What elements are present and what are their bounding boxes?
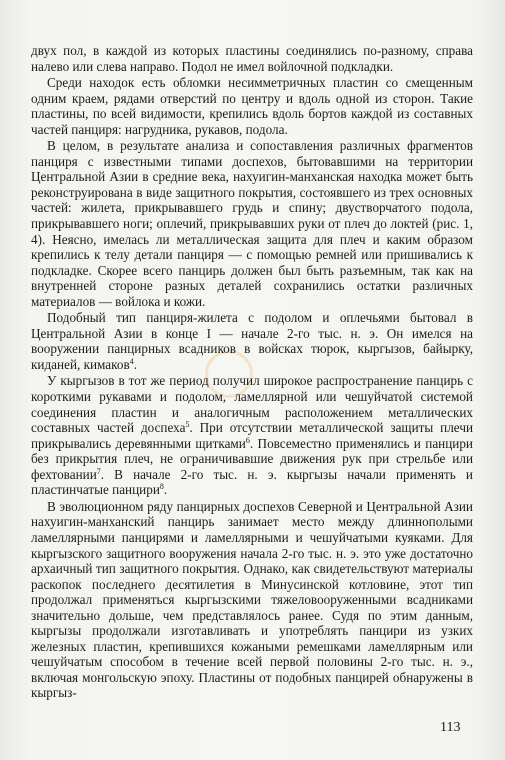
paragraph-text: .: [133, 356, 138, 372]
paragraph-text: У кыргызов в тот же период получил широкое распространение панцирь с короткими рукавами и подолом, ламеллярной или чешуйчатой системой соединения пластин и аналогичным расположением металлических составных частей доспеха: [31, 373, 473, 436]
paragraph: В эволюционном ряду панцирных доспехов Северной и Центральной Азии нахуигин-манханский панцирь занимает место между длиннополыми ламеллярными панцирями и ламеллярными и чешуйчатыми куяками. Для кыргызского защитного вооружения начала 2-го тыс. н. э. это уже достаточно архаичный тип защитного покрытия. Однако, как свидетельствуют материалы раскопок последнего десятилетия в Минусинской котловине, этот тип продолжал применяться кыргызскими тяжеловооруженными всадниками значительно дольше, чем представлялось ранее. Судя по этим данным, кыргызы продолжали изготавливать и употреблять панцири из узких железных пластин, крепившихся кожаными ремешками ламеллярным или чешуйчатым способом в течение всей первой половины 2-го тыс. н. э., включая монгольскую эпоху. Пластины от подобных панцирей обнаружены в кыргыз-: [31, 498, 473, 701]
paragraph: [31, 310, 473, 372]
page-number: 113: [440, 720, 461, 735]
paragraph-text: Подобный тип панциря-жилета с подолом и оплечьями бытовал в Центральной Азии в конце I — начале 2-го тыс. н. э. Он имелся на вооружении панцирных всадников в войсках тюрок, кыргызов, байырку, киданей, кимаков: [31, 310, 473, 372]
paragraph: [31, 373, 473, 497]
footnote-ref: 5: [185, 420, 190, 430]
paragraph: Среди находок есть обломки несимметричных пластин со смещенным одним краем, рядами отверстий по центру и вдоль одной из сторон. Такие пластины, по всей видимости, крепились вдоль бортов каждой из составных частей панциря: нагрудника, рукавов, подола.: [31, 75, 473, 137]
footnote-ref: 4: [129, 356, 134, 366]
paragraph-text: . Повсеместно применялись и панцири без прикрытия плеч, не ограничивавшие движения рук при стрельбе или фехтовании: [31, 435, 473, 482]
footnote-ref: 8: [159, 482, 164, 492]
footnote-ref: 7: [96, 466, 101, 476]
body-text: [31, 43, 473, 701]
paragraph-text: . В начале 2-го тыс. н. э. кыргызы начали применять и пластинчатые панцири: [31, 466, 473, 498]
paragraph-text: .: [163, 482, 168, 498]
paragraph: В целом, в результате анализа и сопоставления различных фрагментов панциря с известными типами доспехов, бытовавшими на территории Центральной Азии в средние века, нахуигин-манханская находка может быть реконструирована в виде защитного покрытия, состоявшего из трех основных частей: жилета, прикрывавшего грудь и спину; двустворчатого подола, прикрывавшего ноги; оплечий, прикрывавших руки от плеч до локтей (рис. 1, 4). Неясно, имелась ли металлическая защита для плеч и каким образом крепились к телу детали панциря — с помощью ремней или пришивались к подкладке. Скорее всего панцирь должен был быть разъемным, так как на внутренней стороне разных деталей сохранились остатки различных материалов — войлока и кожи.: [31, 138, 473, 309]
paragraph: двух пол, в каждой из которых пластины соединялись по-разному, справа налево или слева направо. Подол не имел войлочной подкладки.: [31, 43, 473, 74]
paragraph-text: . При отсутствии металлической защиты плечи прикрывались деревянными щитками: [31, 420, 474, 451]
footnote-ref: 6: [245, 435, 250, 445]
